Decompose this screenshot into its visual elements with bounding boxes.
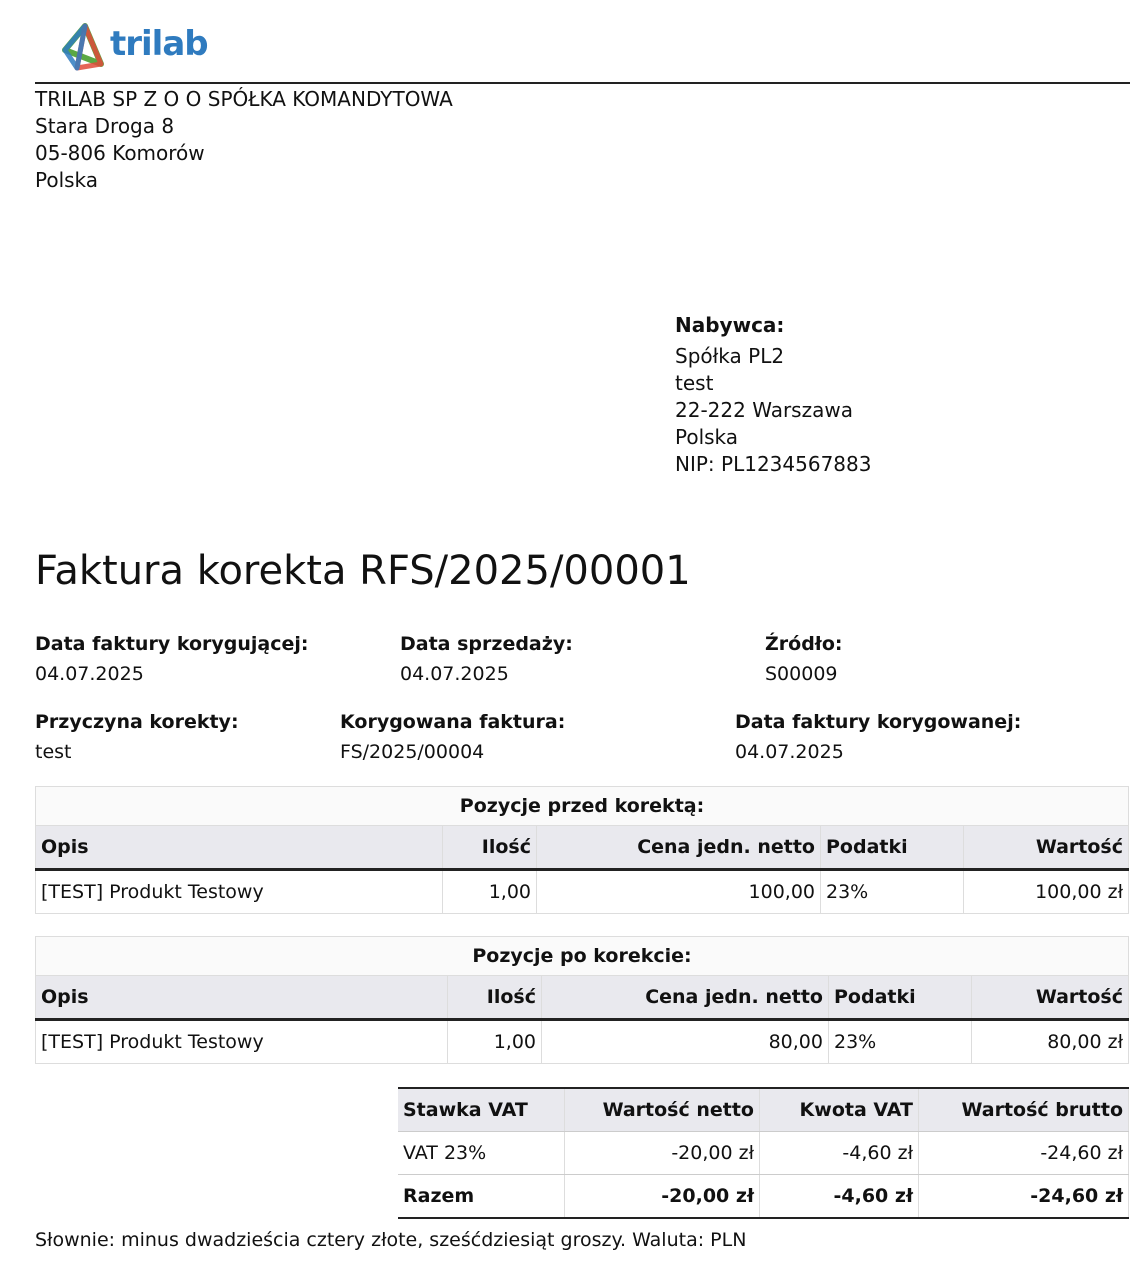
meta-label: Data faktury korygowanej:	[735, 711, 1022, 733]
table-caption: Pozycje przed korektą:	[35, 786, 1129, 825]
items-after-table	[35, 936, 1129, 1064]
cell: 23%	[821, 870, 964, 914]
meta-value: FS/2025/00004	[340, 741, 485, 763]
buyer-country: Polska	[675, 425, 739, 449]
cell: 23%	[829, 1020, 972, 1064]
meta-label: Przyczyna korekty:	[35, 711, 239, 733]
col-header: Ilość	[448, 976, 542, 1020]
col-header: Wartość	[972, 976, 1129, 1020]
meta-value: 04.07.2025	[400, 663, 509, 685]
meta-correction-date	[35, 629, 308, 689]
col-header: Wartość netto	[565, 1088, 760, 1132]
col-header: Cena jedn. netto	[542, 976, 829, 1020]
col-header: Opis	[36, 976, 448, 1020]
cell: Razem	[398, 1175, 565, 1219]
meta-label: Data sprzedaży:	[400, 633, 573, 655]
table-caption: Pozycje po korekcie:	[35, 936, 1129, 975]
seller-name: TRILAB SP Z O O SPÓŁKA KOMANDYTOWA	[35, 87, 453, 111]
table-row	[398, 1132, 1129, 1175]
cell: [TEST] Produkt Testowy	[36, 870, 443, 914]
meta-value: test	[35, 741, 72, 763]
items-before-table	[35, 786, 1129, 914]
col-header: Podatki	[829, 976, 972, 1020]
meta-reason	[35, 707, 239, 767]
cell: -4,60 zł	[760, 1175, 919, 1219]
cell: -20,00 zł	[565, 1175, 760, 1219]
invoice-title: Faktura korekta RFS/2025/00001	[35, 548, 691, 594]
meta-source	[765, 629, 843, 689]
col-header: Ilość	[443, 826, 537, 870]
table-row	[36, 1020, 1129, 1064]
cell: 100,00	[537, 870, 821, 914]
cell: 80,00	[542, 1020, 829, 1064]
cell: 100,00 zł	[964, 870, 1129, 914]
cell: -24,60 zł	[919, 1132, 1129, 1175]
buyer-address	[675, 312, 871, 478]
cell: -20,00 zł	[565, 1132, 760, 1175]
meta-sale-date	[400, 629, 573, 689]
col-header: Opis	[36, 826, 443, 870]
seller-address	[35, 86, 453, 194]
total-row	[398, 1175, 1129, 1219]
cell: -4,60 zł	[760, 1132, 919, 1175]
seller-city: 05-806 Komorów	[35, 141, 205, 165]
cell: [TEST] Produkt Testowy	[36, 1020, 448, 1064]
meta-value: 04.07.2025	[35, 663, 144, 685]
meta-corrected-invoice	[340, 707, 565, 767]
meta-value: S00009	[765, 663, 838, 685]
meta-label: Korygowana faktura:	[340, 711, 566, 733]
header-divider	[35, 82, 1130, 84]
col-header: Wartość brutto	[919, 1088, 1129, 1132]
meta-value: 04.07.2025	[735, 741, 844, 763]
cell: 80,00 zł	[972, 1020, 1129, 1064]
buyer-nip: NIP: PL1234567883	[675, 452, 872, 476]
buyer-label: Nabywca:	[675, 313, 785, 337]
col-header: Cena jedn. netto	[537, 826, 821, 870]
cell: 1,00	[443, 870, 537, 914]
seller-country: Polska	[35, 168, 99, 192]
table-row	[36, 870, 1129, 914]
vat-summary-table	[398, 1087, 1129, 1219]
seller-street: Stara Droga 8	[35, 114, 175, 138]
col-header: Stawka VAT	[398, 1088, 565, 1132]
meta-label: Źródło:	[765, 633, 843, 655]
meta-label: Data faktury korygującej:	[35, 633, 309, 655]
amount-in-words: Słownie: minus dwadzieścia cztery złote, sześćdziesiąt groszy. Waluta: PLN	[35, 1229, 747, 1251]
cell: -24,60 zł	[919, 1175, 1129, 1219]
col-header: Wartość	[964, 826, 1129, 870]
buyer-street: test	[675, 371, 714, 395]
cell: 1,00	[448, 1020, 542, 1064]
logo-text: trilab	[110, 24, 208, 64]
meta-corrected-date	[735, 707, 1021, 767]
buyer-city: 22-222 Warszawa	[675, 398, 853, 422]
col-header: Kwota VAT	[760, 1088, 919, 1132]
cell: VAT 23%	[398, 1132, 565, 1175]
buyer-name: Spółka PL2	[675, 344, 785, 368]
col-header: Podatki	[821, 826, 964, 870]
